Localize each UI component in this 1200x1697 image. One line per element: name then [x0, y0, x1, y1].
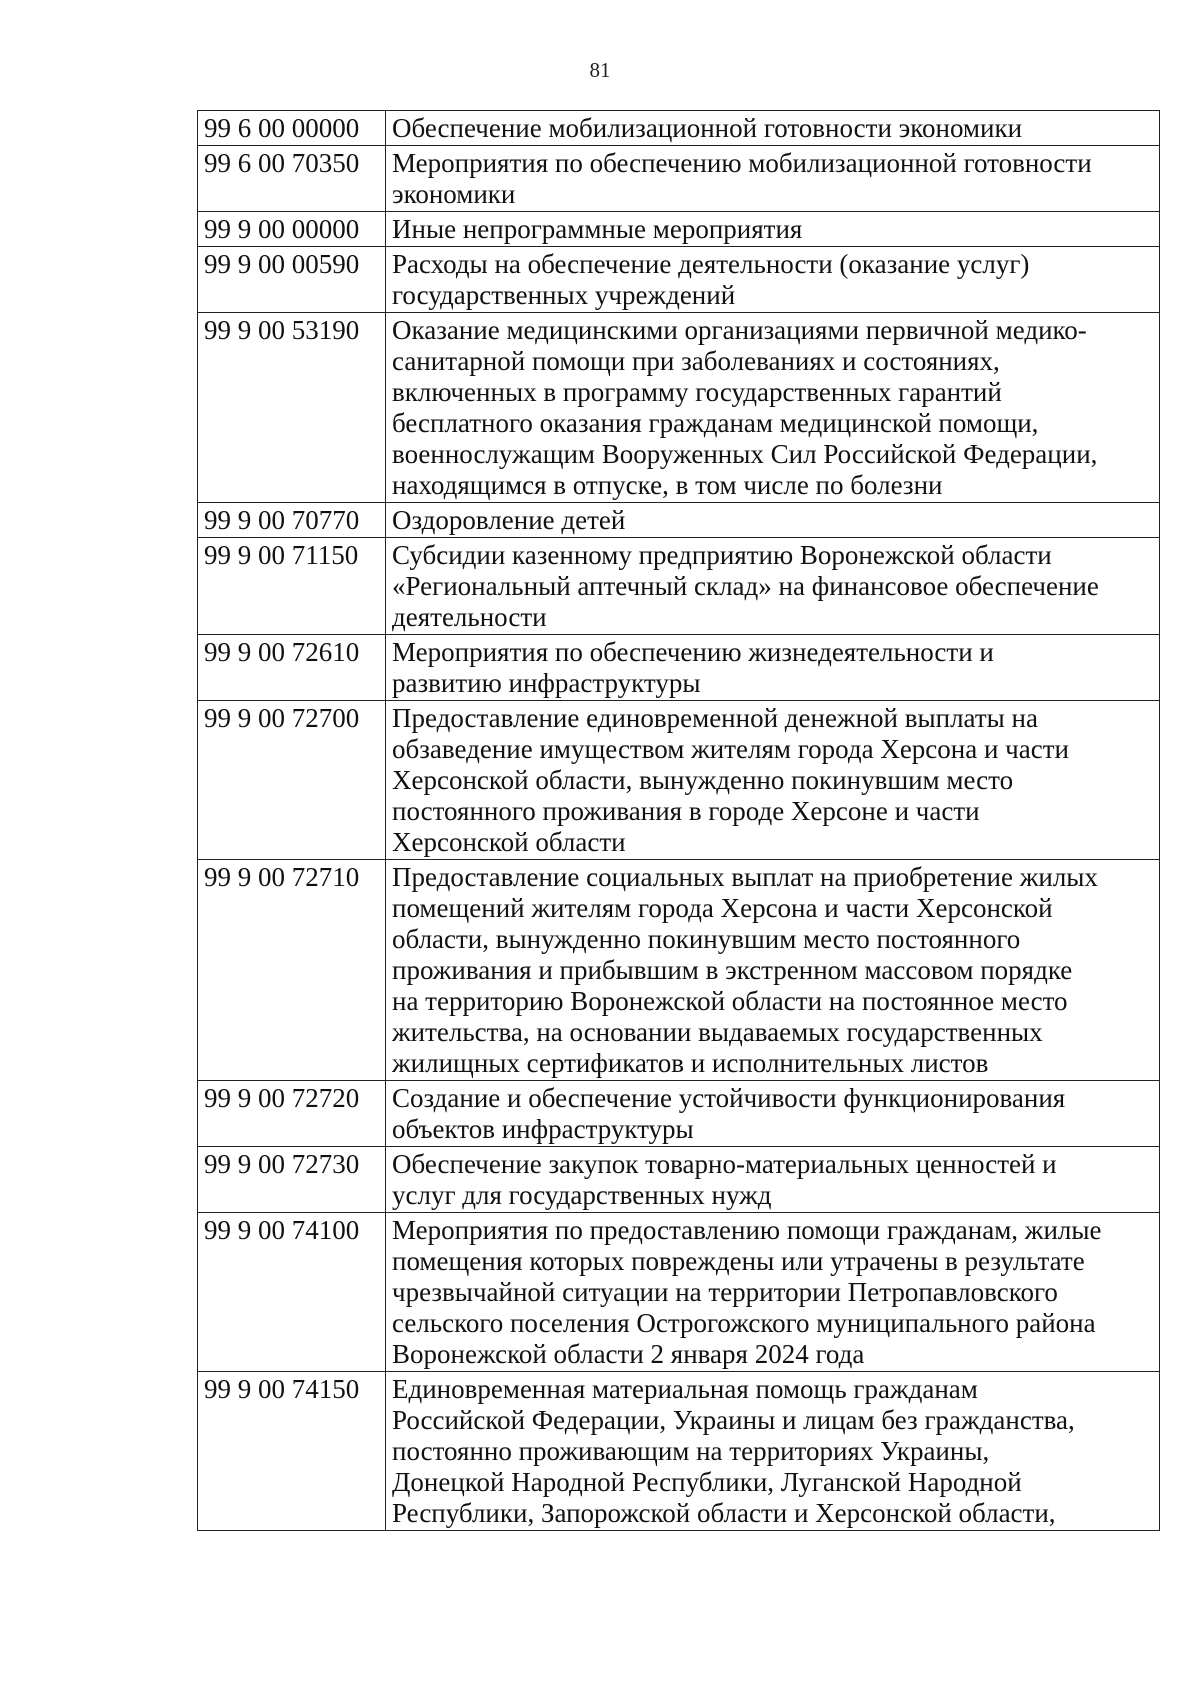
code-cell: 99 6 00 00000: [198, 111, 386, 146]
description-line: обзаведение имуществом жителям города Херсона и части: [392, 734, 1069, 764]
code-cell: 99 9 00 72730: [198, 1147, 386, 1213]
description-line: Донецкой Народной Республики, Луганской Народной: [392, 1467, 1022, 1497]
table-row: [198, 503, 1160, 538]
table-row: [198, 1213, 1160, 1372]
description-line: Иные непрограммные мероприятия: [392, 214, 803, 244]
code-cell: 99 6 00 70350: [198, 146, 386, 212]
description-line: услуг для государственных нужд: [392, 1180, 772, 1210]
description-line: Обеспечение мобилизационной готовности экономики: [392, 113, 1023, 143]
code-cell: 99 9 00 00590: [198, 247, 386, 313]
code-cell: 99 9 00 53190: [198, 313, 386, 503]
description-line: военнослужащим Вооруженных Сил Российской Федерации,: [392, 439, 1098, 469]
description-line: Республики, Запорожской области и Херсонской области,: [392, 1498, 1056, 1528]
table-row: [198, 538, 1160, 635]
description-line: Херсонской области: [392, 827, 626, 857]
description-line: объектов инфраструктуры: [392, 1114, 694, 1144]
description-cell: [386, 503, 1160, 538]
description-cell: [386, 313, 1160, 503]
description-line: находящимся в отпуске, в том числе по болезни: [392, 470, 943, 500]
description-cell: [386, 1372, 1160, 1531]
description-line: Единовременная материальная помощь гражданам: [392, 1374, 978, 1404]
table-row: [198, 247, 1160, 313]
description-line: постоянного проживания в городе Херсоне и части: [392, 796, 980, 826]
description-line: Создание и обеспечение устойчивости функционирования: [392, 1083, 1066, 1113]
description-cell: [386, 1147, 1160, 1213]
description-line: Оздоровление детей: [392, 505, 626, 535]
code-cell: 99 9 00 72610: [198, 635, 386, 701]
description-line: жилищных сертификатов и исполнительных листов: [392, 1048, 989, 1078]
description-line: Мероприятия по предоставлению помощи гражданам, жилые: [392, 1215, 1102, 1245]
description-line: на территорию Воронежской области на постоянное место: [392, 986, 1068, 1016]
code-cell: 99 9 00 70770: [198, 503, 386, 538]
description-cell: [386, 212, 1160, 247]
table-row: [198, 1372, 1160, 1531]
description-line: «Региональный аптечный склад» на финансовое обеспечение: [392, 571, 1099, 601]
description-line: Расходы на обеспечение деятельности (оказание услуг): [392, 249, 1030, 279]
description-line: Обеспечение закупок товарно-материальных ценностей и: [392, 1149, 1057, 1179]
description-line: Предоставление единовременной денежной выплаты на: [392, 703, 1038, 733]
description-line: Предоставление социальных выплат на приобретение жилых: [392, 862, 1098, 892]
description-cell: [386, 247, 1160, 313]
code-cell: 99 9 00 72720: [198, 1081, 386, 1147]
code-cell: 99 9 00 71150: [198, 538, 386, 635]
description-line: Оказание медицинскими организациями первичной медико-: [392, 315, 1087, 345]
description-line: санитарной помощи при заболеваниях и состояниях,: [392, 346, 1000, 376]
description-cell: [386, 538, 1160, 635]
description-line: экономики: [392, 179, 516, 209]
description-line: Субсидии казенному предприятию Воронежской области: [392, 540, 1052, 570]
description-line: постоянно проживающим на территориях Украины,: [392, 1436, 990, 1466]
description-cell: [386, 1213, 1160, 1372]
description-cell: [386, 701, 1160, 860]
description-line: Мероприятия по обеспечению жизнедеятельности и: [392, 637, 994, 667]
table-row: [198, 860, 1160, 1081]
description-cell: [386, 635, 1160, 701]
description-line: деятельности: [392, 602, 547, 632]
description-line: помещений жителям города Херсона и части Херсонской: [392, 893, 1053, 923]
description-cell: [386, 146, 1160, 212]
table-row: [198, 146, 1160, 212]
description-line: чрезвычайной ситуации на территории Петропавловского: [392, 1277, 1058, 1307]
code-cell: 99 9 00 74100: [198, 1213, 386, 1372]
description-line: Херсонской области, вынужденно покинувшим место: [392, 765, 1014, 795]
description-line: сельского поселения Острогожского муниципального района: [392, 1308, 1096, 1338]
description-line: области, вынужденно покинувшим место постоянного: [392, 924, 1021, 954]
description-cell: [386, 111, 1160, 146]
description-line: помещения которых повреждены или утрачены в результате: [392, 1246, 1085, 1276]
code-cell: 99 9 00 74150: [198, 1372, 386, 1531]
description-line: Воронежской области 2 января 2024 года: [392, 1339, 865, 1369]
page-number: 81: [589, 58, 611, 82]
code-cell: 99 9 00 72700: [198, 701, 386, 860]
table-row: [198, 1081, 1160, 1147]
description-line: Мероприятия по обеспечению мобилизационной готовности: [392, 148, 1092, 178]
description-line: включенных в программу государственных гарантий: [392, 377, 1002, 407]
table-row: [198, 212, 1160, 247]
description-line: развитию инфраструктуры: [392, 668, 701, 698]
table-row: [198, 313, 1160, 503]
description-line: бесплатного оказания гражданам медицинской помощи,: [392, 408, 1039, 438]
description-line: государственных учреждений: [392, 280, 736, 310]
budget-codes-table: [197, 110, 1160, 1531]
description-line: жительства, на основании выдаваемых государственных: [392, 1017, 1043, 1047]
table-row: [198, 701, 1160, 860]
code-cell: 99 9 00 72710: [198, 860, 386, 1081]
table-row: [198, 111, 1160, 146]
description-cell: [386, 1081, 1160, 1147]
description-line: Российской Федерации, Украины и лицам без гражданства,: [392, 1405, 1075, 1435]
description-cell: [386, 860, 1160, 1081]
code-cell: 99 9 00 00000: [198, 212, 386, 247]
table-row: [198, 635, 1160, 701]
table-row: [198, 1147, 1160, 1213]
description-line: проживания и прибывшим в экстренном массовом порядке: [392, 955, 1073, 985]
